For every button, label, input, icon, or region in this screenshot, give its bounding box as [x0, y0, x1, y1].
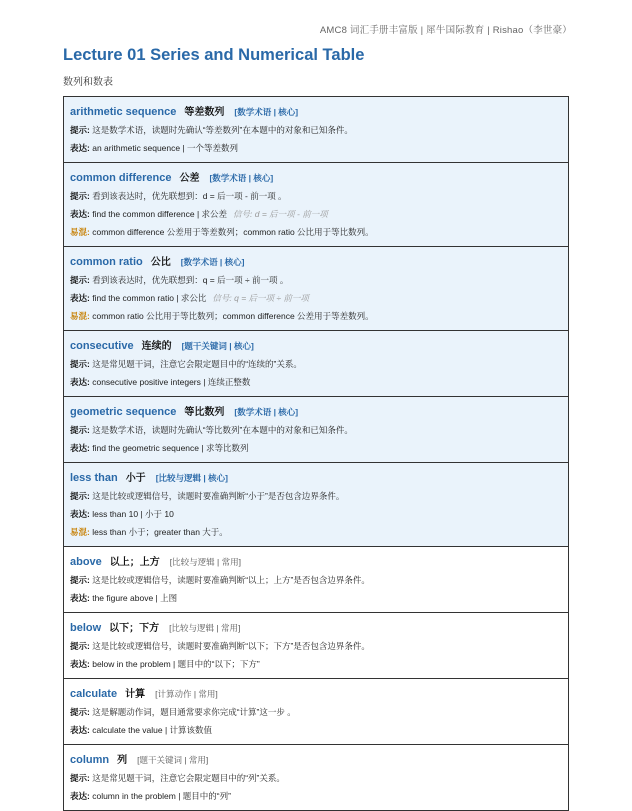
- entry-tip: [70, 703, 562, 721]
- expression-label: 表达:: [70, 791, 90, 801]
- tip-text: 这是常见题干词，注意它会限定题目中的“连续的”关系。: [92, 359, 302, 369]
- entry-heading: [70, 167, 562, 187]
- vocabulary-table: [63, 96, 569, 811]
- entry-chinese: 列: [117, 755, 128, 766]
- expression-label: 表达:: [70, 509, 90, 519]
- entry-heading: [70, 551, 562, 571]
- entry-confusable: [70, 523, 562, 541]
- tip-text: 这是比较或逻辑信号，读题时要准确判断“以下；下方”是否包含边界条件。: [92, 641, 370, 651]
- entry-tag: [题干关键词 | 核心]: [181, 341, 254, 351]
- expression-label: 表达:: [70, 293, 90, 303]
- expression-label: 表达:: [70, 593, 90, 603]
- tip-label: 提示:: [70, 575, 90, 585]
- expression-text: calculate the value | 计算该数值: [92, 725, 213, 735]
- vocab-entry-arithmetic-sequence: [63, 97, 569, 163]
- vocab-entry-common-ratio: [63, 247, 569, 331]
- entry-heading: [70, 683, 562, 703]
- entry-term: arithmetic sequence: [70, 106, 177, 118]
- entry-chinese: 以上；上方: [109, 557, 160, 568]
- entry-expression: [70, 373, 562, 391]
- tip-label: 提示:: [70, 275, 90, 285]
- expression-text: an arithmetic sequence | 一个等差数列: [92, 143, 239, 153]
- expression-label: 表达:: [70, 725, 90, 735]
- expression-text: the figure above | 上图: [92, 593, 178, 603]
- entry-term: less than: [70, 472, 118, 484]
- lecture-title: Lecture 01 Series and Numerical Table: [63, 46, 365, 64]
- expression-text: below in the problem | 题目中的“以下；下方”: [92, 659, 260, 669]
- entry-tag: [计算动作 | 常用]: [155, 689, 218, 699]
- entry-tip: [70, 571, 562, 589]
- entry-tip: [70, 271, 562, 289]
- entry-chinese: 公比: [150, 257, 171, 268]
- entry-tag: [数学术语 | 核心]: [234, 107, 299, 117]
- entry-confusable: [70, 307, 562, 325]
- expression-label: 表达:: [70, 659, 90, 669]
- entry-heading: [70, 101, 562, 121]
- tip-text: 看到该表达时，优先联想到：d = 后一项 - 前一项 。: [92, 191, 287, 201]
- expression-text: find the common difference | 求公差: [92, 209, 228, 219]
- entry-expression: [70, 787, 562, 805]
- entry-heading: [70, 617, 562, 637]
- confusable-label: 易混:: [70, 227, 90, 237]
- entry-tag: [比较与逻辑 | 常用]: [169, 623, 241, 633]
- entry-tip: [70, 487, 562, 505]
- vocab-entry-consecutive: [63, 331, 569, 397]
- entry-term: below: [70, 622, 102, 634]
- entry-term: calculate: [70, 688, 118, 700]
- confusable-text: common ratio 公比用于等比数列；common difference 公差用于等差数列。: [92, 311, 374, 321]
- entry-tag: [比较与逻辑 | 核心]: [155, 473, 228, 483]
- entry-chinese: 小于: [125, 473, 146, 484]
- entry-tip: [70, 121, 562, 139]
- entry-confusable: [70, 223, 562, 241]
- entry-tag: [数学术语 | 核心]: [209, 173, 274, 183]
- vocab-entry-geometric-sequence: [63, 397, 569, 463]
- entry-chinese: 公差: [179, 173, 200, 184]
- vocab-entry-column: [63, 745, 569, 811]
- entry-tip: [70, 421, 562, 439]
- expression-text: column in the problem | 题目中的“列”: [92, 791, 231, 801]
- entry-heading: [70, 335, 562, 355]
- vocab-entry-below: [63, 613, 569, 679]
- expression-text: find the geometric sequence | 求等比数列: [92, 443, 249, 453]
- expression-label: 表达:: [70, 443, 90, 453]
- signal-hint: 信号: d = 后一项 - 前一项: [233, 209, 328, 219]
- tip-label: 提示:: [70, 491, 90, 501]
- tip-text: 这是解题动作词，题目通常要求你完成“计算”这一步 。: [92, 707, 296, 717]
- confusable-label: 易混:: [70, 527, 90, 537]
- entry-chinese: 以下；下方: [109, 623, 160, 634]
- entry-heading: [70, 749, 562, 769]
- entry-term: common ratio: [70, 256, 143, 268]
- entry-term: consecutive: [70, 340, 134, 352]
- entry-chinese: 等差数列: [184, 107, 225, 118]
- tip-label: 提示:: [70, 191, 90, 201]
- entry-term: geometric sequence: [70, 406, 177, 418]
- entry-tip: [70, 637, 562, 655]
- entry-expression: [70, 589, 562, 607]
- vocab-entry-common-difference: [63, 163, 569, 247]
- entry-expression: [70, 439, 562, 457]
- tip-text: 这是数学术语，读题时先确认“等差数列”在本题中的对象和已知条件。: [92, 125, 353, 135]
- entry-heading: [70, 251, 562, 271]
- expression-text: find the common ratio | 求公比: [92, 293, 207, 303]
- tip-text: 这是数学术语，读题时先确认“等比数列”在本题中的对象和已知条件。: [92, 425, 353, 435]
- tip-label: 提示:: [70, 641, 90, 651]
- vocab-entry-less-than: [63, 463, 569, 547]
- tip-label: 提示:: [70, 773, 90, 783]
- entry-term: common difference: [70, 172, 172, 184]
- tip-text: 这是比较或逻辑信号，读题时要准确判断“小于”是否包含边界条件。: [92, 491, 345, 501]
- expression-label: 表达:: [70, 209, 90, 219]
- entry-expression: [70, 205, 562, 223]
- entry-tag: [比较与逻辑 | 常用]: [169, 557, 241, 567]
- entry-expression: [70, 655, 562, 673]
- entry-heading: [70, 467, 562, 487]
- entry-tip: [70, 769, 562, 787]
- lecture-subtitle: 数列和数表: [63, 77, 113, 88]
- tip-label: 提示:: [70, 359, 90, 369]
- entry-expression: [70, 505, 562, 523]
- entry-expression: [70, 721, 562, 739]
- entry-chinese: 计算: [125, 689, 146, 700]
- entry-tip: [70, 187, 562, 205]
- entry-chinese: 等比数列: [184, 407, 225, 418]
- confusable-text: common difference 公差用于等差数列；common ratio 公比用于等比数列。: [92, 227, 374, 237]
- entry-expression: [70, 139, 562, 157]
- expression-label: 表达:: [70, 143, 90, 153]
- tip-text: 这是比较或逻辑信号，读题时要准确判断“以上；上方”是否包含边界条件。: [92, 575, 370, 585]
- tip-label: 提示:: [70, 707, 90, 717]
- confusable-text: less than 小于；greater than 大于。: [92, 527, 228, 537]
- expression-text: less than 10 | 小于 10: [92, 509, 174, 519]
- tip-label: 提示:: [70, 125, 90, 135]
- tip-text: 看到该表达时，优先联想到：q = 后一项 ÷ 前一项 。: [92, 275, 289, 285]
- entry-tip: [70, 355, 562, 373]
- vocab-entry-calculate: [63, 679, 569, 745]
- tip-text: 这是常见题干词，注意它会限定题目中的“列”关系。: [92, 773, 285, 783]
- confusable-label: 易混:: [70, 311, 90, 321]
- running-header: AMC8 词汇手册丰富版 | 犀牛国际教育 | Rishao（李世豪）: [319, 25, 572, 36]
- vocab-entry-above: [63, 547, 569, 613]
- tip-label: 提示:: [70, 425, 90, 435]
- entry-heading: [70, 401, 562, 421]
- entry-expression: [70, 289, 562, 307]
- expression-text: consecutive positive integers | 连续正整数: [92, 377, 251, 387]
- entry-tag: [数学术语 | 核心]: [234, 407, 299, 417]
- entry-tag: [数学术语 | 核心]: [180, 257, 245, 267]
- expression-label: 表达:: [70, 377, 90, 387]
- signal-hint: 信号: q = 后一项 ÷ 前一项: [212, 293, 309, 303]
- entry-chinese: 连续的: [141, 341, 172, 352]
- entry-term: above: [70, 556, 102, 568]
- entry-tag: [题干关键词 | 常用]: [137, 755, 209, 765]
- entry-term: column: [70, 754, 110, 766]
